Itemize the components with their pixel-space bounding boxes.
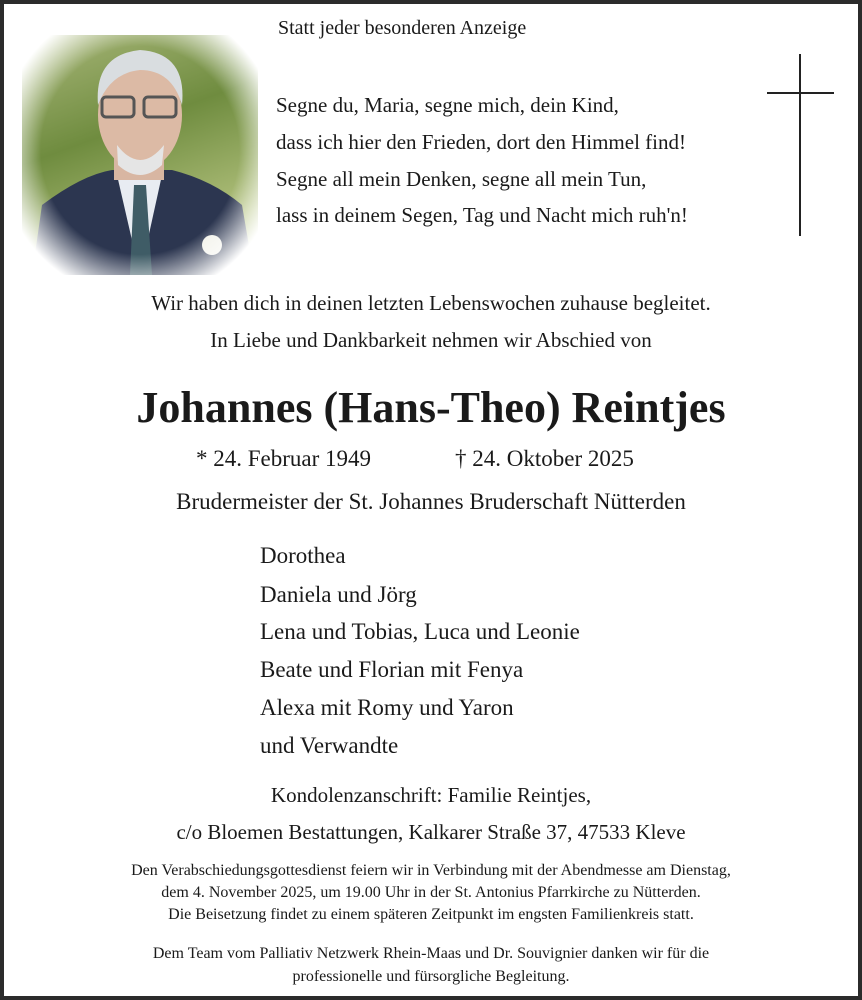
- service-info: Den Verabschiedungsgottesdienst feiern wir in Verbindung mit der Abendmesse am Dienstag,: [131, 862, 731, 879]
- condolence-address: Kondolenzanschrift: Familie Reintjes,: [270, 783, 592, 807]
- family-member: Lena und Tobias, Luca und Leonie: [260, 619, 580, 644]
- service-info: Die Beisetzung findet zu einem späteren Zeitpunkt im engsten Familienkreis statt.: [168, 906, 694, 923]
- death-date: † 24. Oktober 2025: [455, 446, 634, 471]
- header-note: Statt jeder besonderen Anzeige: [278, 17, 527, 39]
- deceased-title: Brudermeister der St. Johannes Bruderschaft Nütterden: [176, 489, 686, 514]
- portrait-photo: [22, 35, 258, 275]
- family-member: Beate und Florian mit Fenya: [260, 657, 524, 682]
- thanks-text: professionelle und fürsorgliche Begleitung.: [292, 968, 570, 985]
- family-member: Alexa mit Romy und Yaron: [260, 695, 514, 720]
- deceased-name: Johannes (Hans-Theo) Reintjes: [136, 383, 726, 432]
- poem-line: Segne du, Maria, segne mich, dein Kind,: [276, 93, 619, 117]
- thanks-text: Dem Team vom Palliativ Netzwerk Rhein-Maas und Dr. Souvignier danken wir für die: [152, 945, 710, 962]
- intro-line: Wir haben dich in deinen letzten Lebenswochen zuhause begleitet.: [151, 291, 711, 315]
- condolence-address: c/o Bloemen Bestattungen, Kalkarer Straße 37, 47533 Kleve: [176, 820, 686, 844]
- family-member: Dorothea: [260, 543, 346, 568]
- poem-line: lass in deinem Segen, Tag und Nacht mich ruh'n!: [276, 203, 688, 227]
- service-info: dem 4. November 2025, um 19.00 Uhr in der St. Antonius Pfarrkirche zu Nütterden.: [161, 884, 701, 901]
- poem-line: Segne all mein Denken, segne all mein Tun,: [276, 167, 647, 191]
- family-member: und Verwandte: [260, 733, 399, 758]
- poem-line: dass ich hier den Frieden, dort den Himmel find!: [276, 130, 686, 154]
- intro-line: In Liebe und Dankbarkeit nehmen wir Abschied von: [210, 328, 652, 352]
- birth-date: * 24. Februar 1949: [196, 446, 372, 471]
- family-member: Daniela und Jörg: [260, 582, 417, 607]
